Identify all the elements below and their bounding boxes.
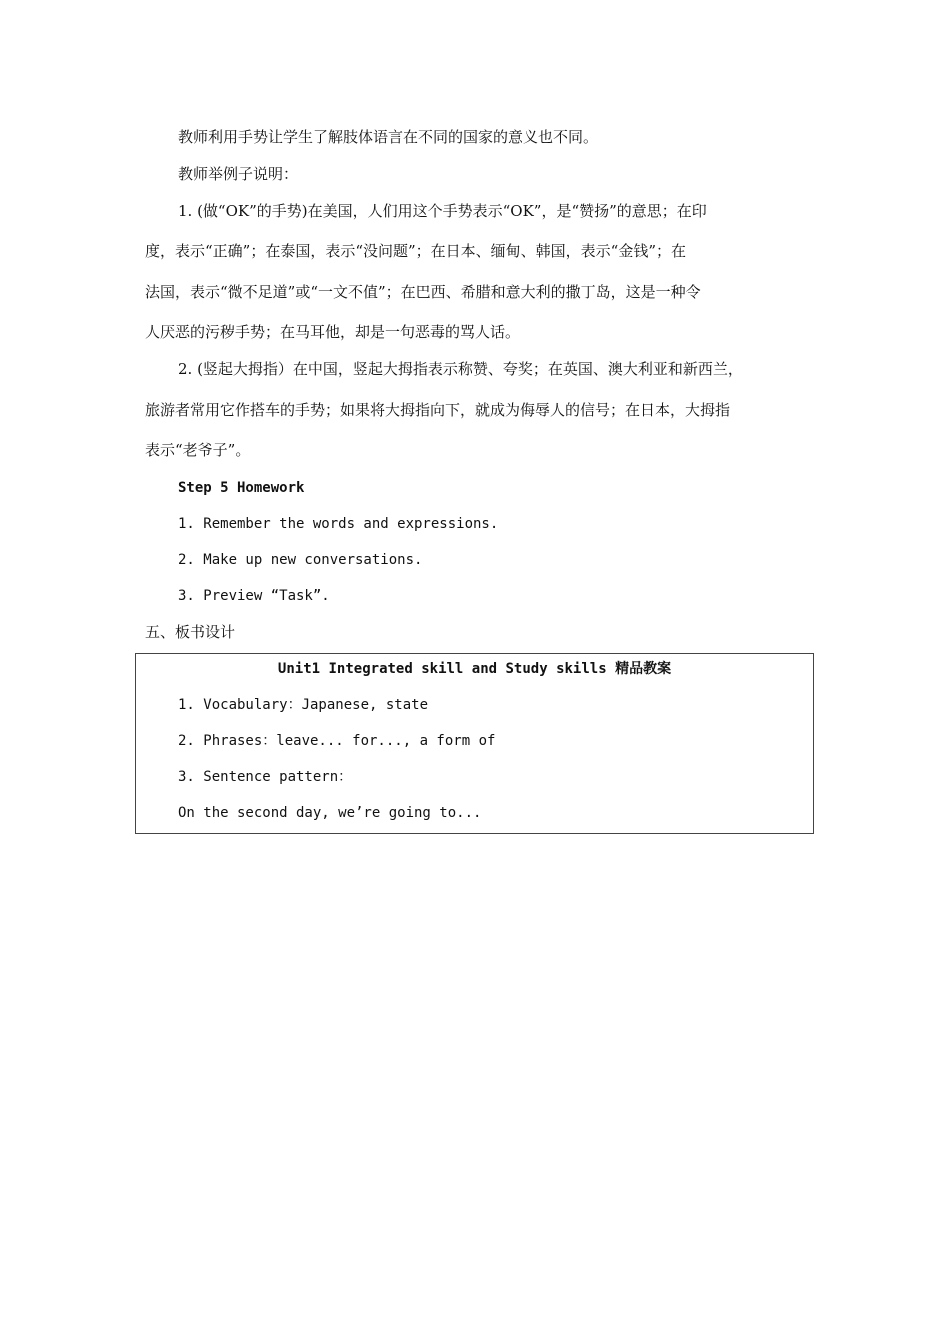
example-2-line-2: 旅游者常用它作搭车的手势；如果将大拇指向下，就成为侮辱人的信号；在日本，大拇指 [145, 401, 731, 419]
example-1-line-1: 1. (做“OK”的手势)在美国，人们用这个手势表示“OK”，是“赞扬”的意思；在印 [178, 202, 707, 220]
board-line-phrases: 2. Phrases：leave... for..., a form of [178, 733, 496, 749]
board-line-sentence-pattern: 3. Sentence pattern： [178, 769, 353, 785]
board-line-example-sentence: On the second day, we’re going to... [178, 805, 482, 821]
board-title: Unit1 Integrated skill and Study skills 精品教案 [277, 661, 672, 677]
board-design-box [135, 653, 814, 834]
paragraph-intro: 教师利用手势让学生了解肢体语言在不同的国家的意义也不同。 [178, 128, 599, 146]
example-2-line-1: 2. (竖起大拇指）在中国，竖起大拇指表示称赞、夸奖；在英国、澳大利亚和新西兰， [178, 360, 743, 378]
example-1-line-2: 度，表示“正确”；在泰国，表示“没问题”；在日本、缅甸、韩国，表示“金钱”；在 [145, 242, 687, 260]
homework-item-1: 1. Remember the words and expressions. [178, 516, 499, 532]
example-2-line-3: 表示“老爷子”。 [145, 441, 251, 459]
example-1-line-4: 人厌恶的污秽手势；在马耳他，却是一句恶毒的骂人话。 [145, 323, 521, 341]
homework-heading: Step 5 Homework [178, 480, 305, 496]
board-design-heading: 五、板书设计 [145, 623, 236, 641]
example-1-line-3: 法国，表示“微不足道”或“一文不值”；在巴西、希腊和意大利的撒丁岛，这是一种令 [145, 283, 701, 301]
board-line-vocabulary: 1. Vocabulary：Japanese, state [178, 697, 429, 713]
homework-item-3: 3. Preview “Task”. [178, 588, 330, 604]
homework-item-2: 2. Make up new conversations. [178, 552, 423, 568]
paragraph-examples-intro: 教师举例子说明： [178, 165, 299, 183]
